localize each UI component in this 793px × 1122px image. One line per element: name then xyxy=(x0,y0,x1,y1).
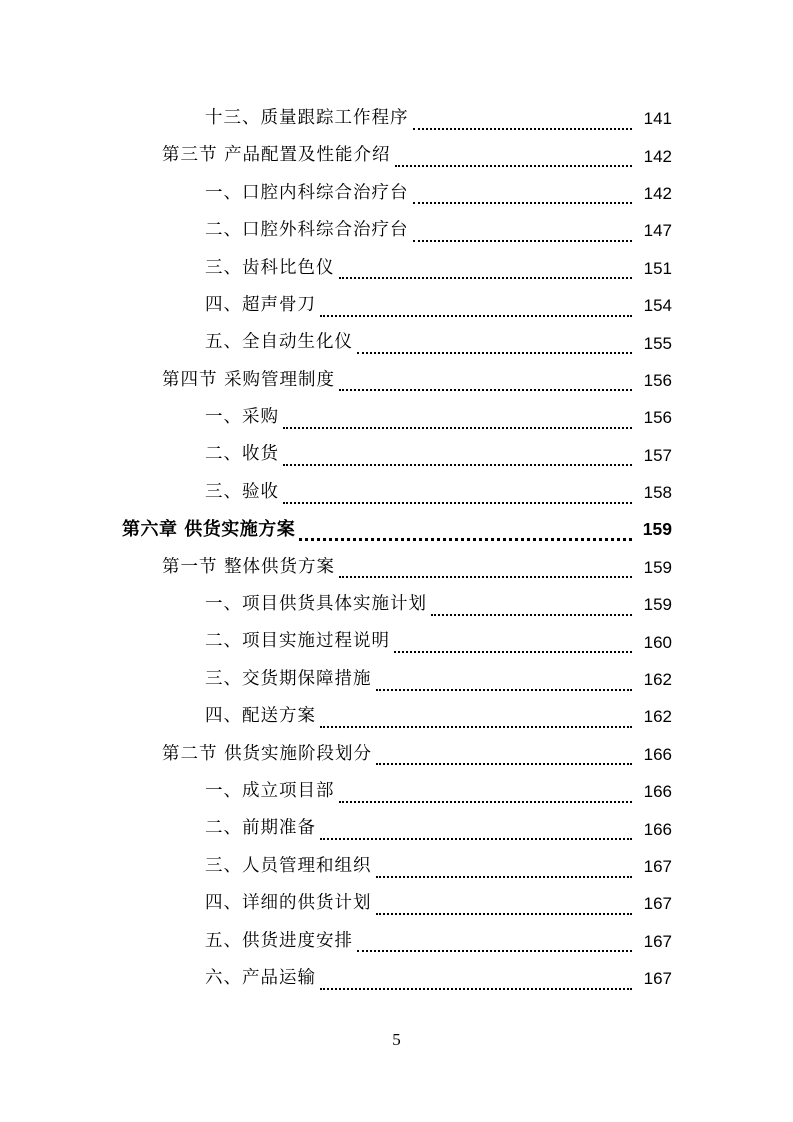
toc-entry[interactable] xyxy=(0,773,793,810)
dot-leader xyxy=(357,936,632,952)
toc-entry-title: 第一节 整体供货方案 xyxy=(162,556,336,577)
toc-entry[interactable] xyxy=(0,324,793,361)
toc-entry[interactable] xyxy=(0,848,793,885)
toc-entry[interactable] xyxy=(0,698,793,735)
toc-entry[interactable] xyxy=(0,362,793,399)
toc-entry[interactable] xyxy=(0,250,793,287)
toc-entry-page: 167 xyxy=(643,931,672,951)
toc-entry-title: 一、成立项目部 xyxy=(205,780,335,801)
toc-entry-title: 第四节 采购管理制度 xyxy=(162,369,336,390)
toc-entry[interactable] xyxy=(0,661,793,698)
toc-entry[interactable] xyxy=(0,960,793,997)
dot-leader xyxy=(320,712,632,728)
toc-entry[interactable] xyxy=(0,885,793,922)
dot-leader xyxy=(320,301,632,317)
dot-leader xyxy=(376,899,633,915)
dot-leader xyxy=(339,375,632,391)
toc-entry[interactable] xyxy=(0,549,793,586)
toc-entry-title: 三、人员管理和组织 xyxy=(205,855,372,876)
page-number: 5 xyxy=(392,1030,401,1049)
toc-entry-page: 142 xyxy=(643,146,672,166)
toc-entry-title: 四、超声骨刀 xyxy=(205,294,316,315)
toc-entry[interactable] xyxy=(0,100,793,137)
toc-entry-page: 162 xyxy=(643,707,672,727)
toc-entry-title: 五、供货进度安排 xyxy=(205,930,353,951)
dot-leader xyxy=(283,413,632,429)
toc-entry-page: 154 xyxy=(643,296,672,316)
toc-entry-page: 159 xyxy=(642,519,672,540)
toc-entry-page: 166 xyxy=(643,744,672,764)
toc-entry[interactable] xyxy=(0,399,793,436)
toc-entry-title: 五、全自动生化仪 xyxy=(205,332,353,353)
toc-entry[interactable] xyxy=(0,736,793,773)
dot-leader xyxy=(395,151,632,167)
dot-leader xyxy=(283,450,632,466)
dot-leader xyxy=(413,114,633,130)
dot-leader xyxy=(431,600,632,616)
dot-leader xyxy=(283,488,632,504)
toc-entry-title: 第六章 供货实施方案 xyxy=(122,518,296,540)
dot-leader xyxy=(376,749,632,765)
toc-entry-title: 一、口腔内科综合治疗台 xyxy=(205,182,409,203)
toc-entry-page: 156 xyxy=(643,370,672,390)
toc-entry-page: 167 xyxy=(643,969,672,989)
dot-leader xyxy=(394,637,632,653)
toc-entry[interactable] xyxy=(0,137,793,174)
toc-entry-page: 167 xyxy=(643,857,672,876)
toc-entry-page: 160 xyxy=(643,632,672,652)
toc-entry-page: 162 xyxy=(643,670,672,690)
toc-entry[interactable] xyxy=(0,175,793,212)
dot-leader xyxy=(413,226,633,242)
toc-entry[interactable] xyxy=(0,810,793,847)
toc-entry-title: 一、项目供货具体实施计划 xyxy=(205,594,427,615)
toc-entry-title: 第二节 供货实施阶段划分 xyxy=(162,743,373,764)
dot-leader xyxy=(413,188,633,204)
toc-entry-title: 一、采购 xyxy=(205,407,279,428)
toc-entry-page: 167 xyxy=(643,894,672,914)
dot-leader xyxy=(339,562,632,578)
toc-entry-page: 157 xyxy=(643,445,672,465)
toc-entry-title: 六、产品运输 xyxy=(205,967,316,988)
toc-entry[interactable] xyxy=(0,474,793,511)
toc-entry-title: 三、交货期保障措施 xyxy=(205,668,372,689)
toc-entry-title: 四、配送方案 xyxy=(205,706,316,727)
toc-entry[interactable] xyxy=(0,923,793,960)
toc-entry-title: 二、项目实施过程说明 xyxy=(205,631,390,652)
dot-leader xyxy=(339,263,633,279)
dot-leader xyxy=(376,675,633,691)
toc-entry-page: 141 xyxy=(643,109,672,129)
toc-entry-title: 二、前期准备 xyxy=(205,818,316,839)
toc-entry-title: 第三节 产品配置及性能介绍 xyxy=(162,145,391,166)
toc-entry-page: 166 xyxy=(643,782,672,802)
toc-entry-title: 二、收货 xyxy=(205,444,279,465)
toc-entry-page: 151 xyxy=(643,258,672,278)
toc-entry-page: 142 xyxy=(643,183,672,203)
dot-leader xyxy=(376,862,633,878)
dot-leader xyxy=(320,974,632,990)
toc-entry-page: 155 xyxy=(643,333,672,353)
dot-leader xyxy=(339,787,633,803)
toc-entry-page: 147 xyxy=(643,221,672,241)
toc-entry-title: 三、验收 xyxy=(205,481,279,502)
toc-entry-page: 158 xyxy=(643,483,672,503)
toc-entry-page: 166 xyxy=(643,819,672,839)
toc-entry-title: 十三、质量跟踪工作程序 xyxy=(205,107,409,128)
toc-entry[interactable] xyxy=(0,511,793,548)
toc-entry-title: 四、详细的供货计划 xyxy=(205,893,372,914)
toc-entry[interactable] xyxy=(0,287,793,324)
toc-entry-page: 159 xyxy=(643,595,672,615)
toc-entry-title: 三、齿科比色仪 xyxy=(205,257,335,278)
toc-entry-page: 159 xyxy=(643,557,672,577)
dot-leader xyxy=(299,524,632,541)
toc-entry[interactable] xyxy=(0,623,793,660)
toc-entry-page: 156 xyxy=(643,408,672,428)
toc-entry[interactable] xyxy=(0,586,793,623)
toc-entry[interactable] xyxy=(0,437,793,474)
toc-entry-title: 二、口腔外科综合治疗台 xyxy=(205,220,409,241)
table-of-contents xyxy=(0,100,793,997)
dot-leader xyxy=(357,338,632,354)
toc-entry[interactable] xyxy=(0,212,793,249)
dot-leader xyxy=(320,824,632,840)
